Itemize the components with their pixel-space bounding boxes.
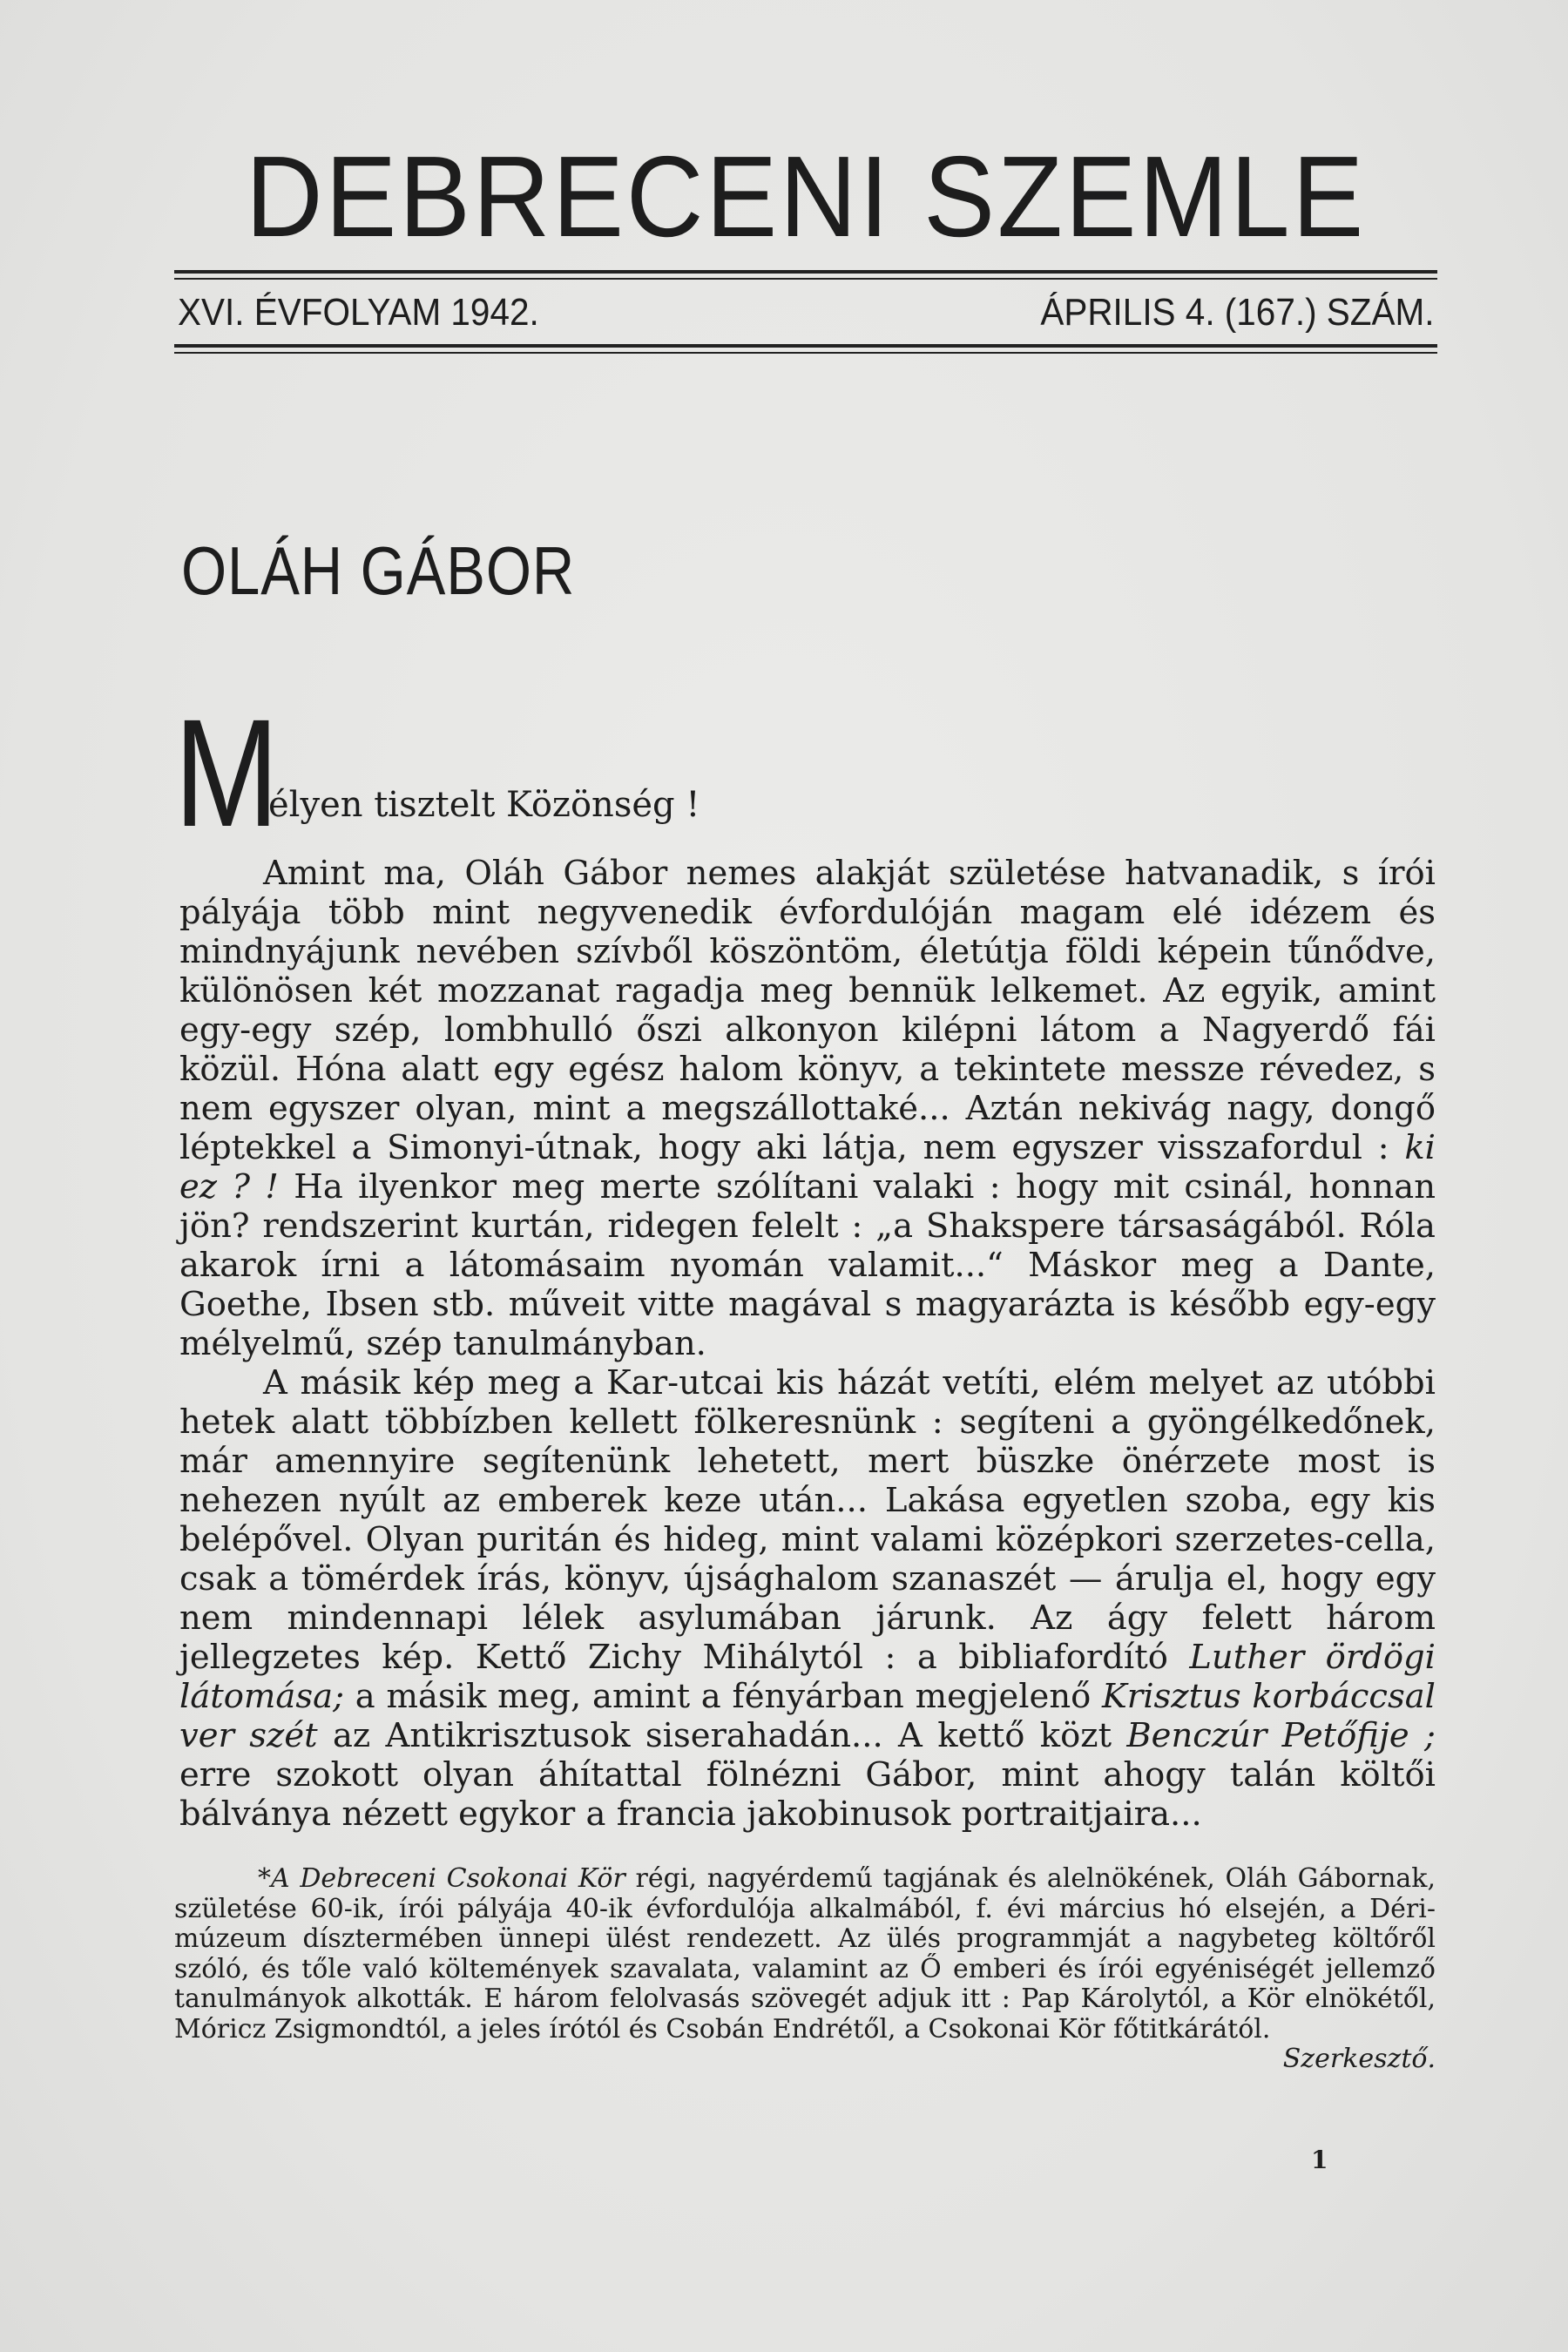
text-run: Amint ma, Oláh Gábor nemes alakját születése hatvanadik, s írói pályája több mint negyvenedik évfordulóján magam elé idézem és mindnyájunk nevében szívből köszöntöm, életútja földi képein tűnődve, különösen két mozzanat ragadja meg bennük lelkemet. Az egyik, amint egy-egy szép, lombhulló őszi alkonyon kilépni látom a Nagyerdő fái közül. Hóna alatt egy egész halom könyv, a tekintete messze révedez, s nem egyszer olyan, mint a megszállottaké... Aztán nekivág nagy, dongő léptekkel a Simonyi-útnak, hogy aki látja, nem egyszer visszafordul : (179, 854, 1436, 1167)
masthead (174, 132, 1437, 354)
drop-cap: M (174, 688, 280, 859)
volume-label: XVI. ÉVFOLYAM 1942. (178, 291, 539, 334)
article-body (179, 854, 1436, 1834)
text-run: régi, nagyérdemű tagjának és alelnökének, Oláh Gábornak, születése 60-ik, írói pályája 40-ik évfordulója alkalmából, f. évi március hó elsején, a Déri-múzeum dísztermében ünnepi ülést rendezett. Az ülés programmját a nagybeteg költőről szóló, és tőle való költemények szavalata, valamint az Ő emberi és írói egyéniségét jellemző tanulmányok alkották. E három felolvasás szövegét adjuk itt : Pap Károlytól, a Kör elnökétől, Móricz Zsigmondtól, a jeles írótól és Csobán Endrétől, a Csokonai Kör főtitkárától. (174, 1863, 1436, 2044)
editor-signature: Szerkesztő. (1282, 2044, 1436, 2074)
masthead-rule-top (174, 270, 1437, 280)
article-title: OLÁH GÁBOR (181, 532, 576, 609)
masthead-rule-bottom (174, 344, 1437, 354)
italic-run: *A Debreceni Csokonai Kör (258, 1863, 625, 1894)
masthead-info-row (174, 280, 1437, 344)
footnote (174, 1864, 1436, 2075)
text-run: erre szokott olyan áhítattal fölnézni Gábor, mint ahogy talán költői bálványa nézett egykor a francia jakobinusok portraitjaira... (179, 1755, 1436, 1834)
paragraph (179, 854, 1436, 1363)
italic-run: ki ez ? ! (179, 1128, 1436, 1206)
italic-run: Krisztus korbáccsal ver szét (179, 1677, 1436, 1755)
text-run: A másik kép meg a Kar-utcai kis házát vetíti, elém melyet az utóbbi hetek alatt többízben kellett fölkeresnünk : segíteni a gyöngélkedőnek, már amennyire segítenünk lehetett, mert büszke önérzete most is nehezen nyúlt az emberek keze után... Lakása egyetlen szoba, egy kis belépővel. Olyan puritán és hideg, mint valami középkori szerzetes-cella, csak a tömérdek írás, könyv, újsághalom szanaszét — árulja el, hogy egy nem mindennapi lélek asylumában járunk. Az ágy felett három jellegzetes kép. Kettő Zichy Mihálytól : a bibliafordító (179, 1363, 1436, 1677)
italic-run: Benczúr Petőfije ; (1126, 1716, 1436, 1755)
issue-label: ÁPRILIS 4. (167.) SZÁM. (1039, 291, 1434, 334)
journal-title: DEBRECENI SZEMLE (245, 132, 1367, 260)
text-run: az Antikrisztusok siserahadán... A kettő közt (317, 1716, 1127, 1755)
paragraph (179, 1363, 1436, 1834)
footnote-paragraph (174, 1864, 1436, 2075)
page-number: 1 (1311, 2146, 1328, 2174)
text-run: a másik meg, amint a fényárban megjelenő (344, 1677, 1103, 1716)
salutation: élyen tisztelt Közönség ! (268, 785, 700, 825)
text-run: Ha ilyenkor meg merte szólítani valaki : hogy mit csinál, honnan jön? rendszerint kurtán, ridegen felelt : „a Shakspere társaságából. Róla akarok írni a látomásaim nyomán valamit...“ Máskor meg a Dante, Goethe, Ibsen stb. műveit vitte magával s magyarázta is később egy-egy mélyelmű, szép tanulmányban. (179, 1167, 1436, 1363)
opening (174, 688, 1394, 859)
italic-run: Luther ördögi látomása; (179, 1638, 1436, 1716)
